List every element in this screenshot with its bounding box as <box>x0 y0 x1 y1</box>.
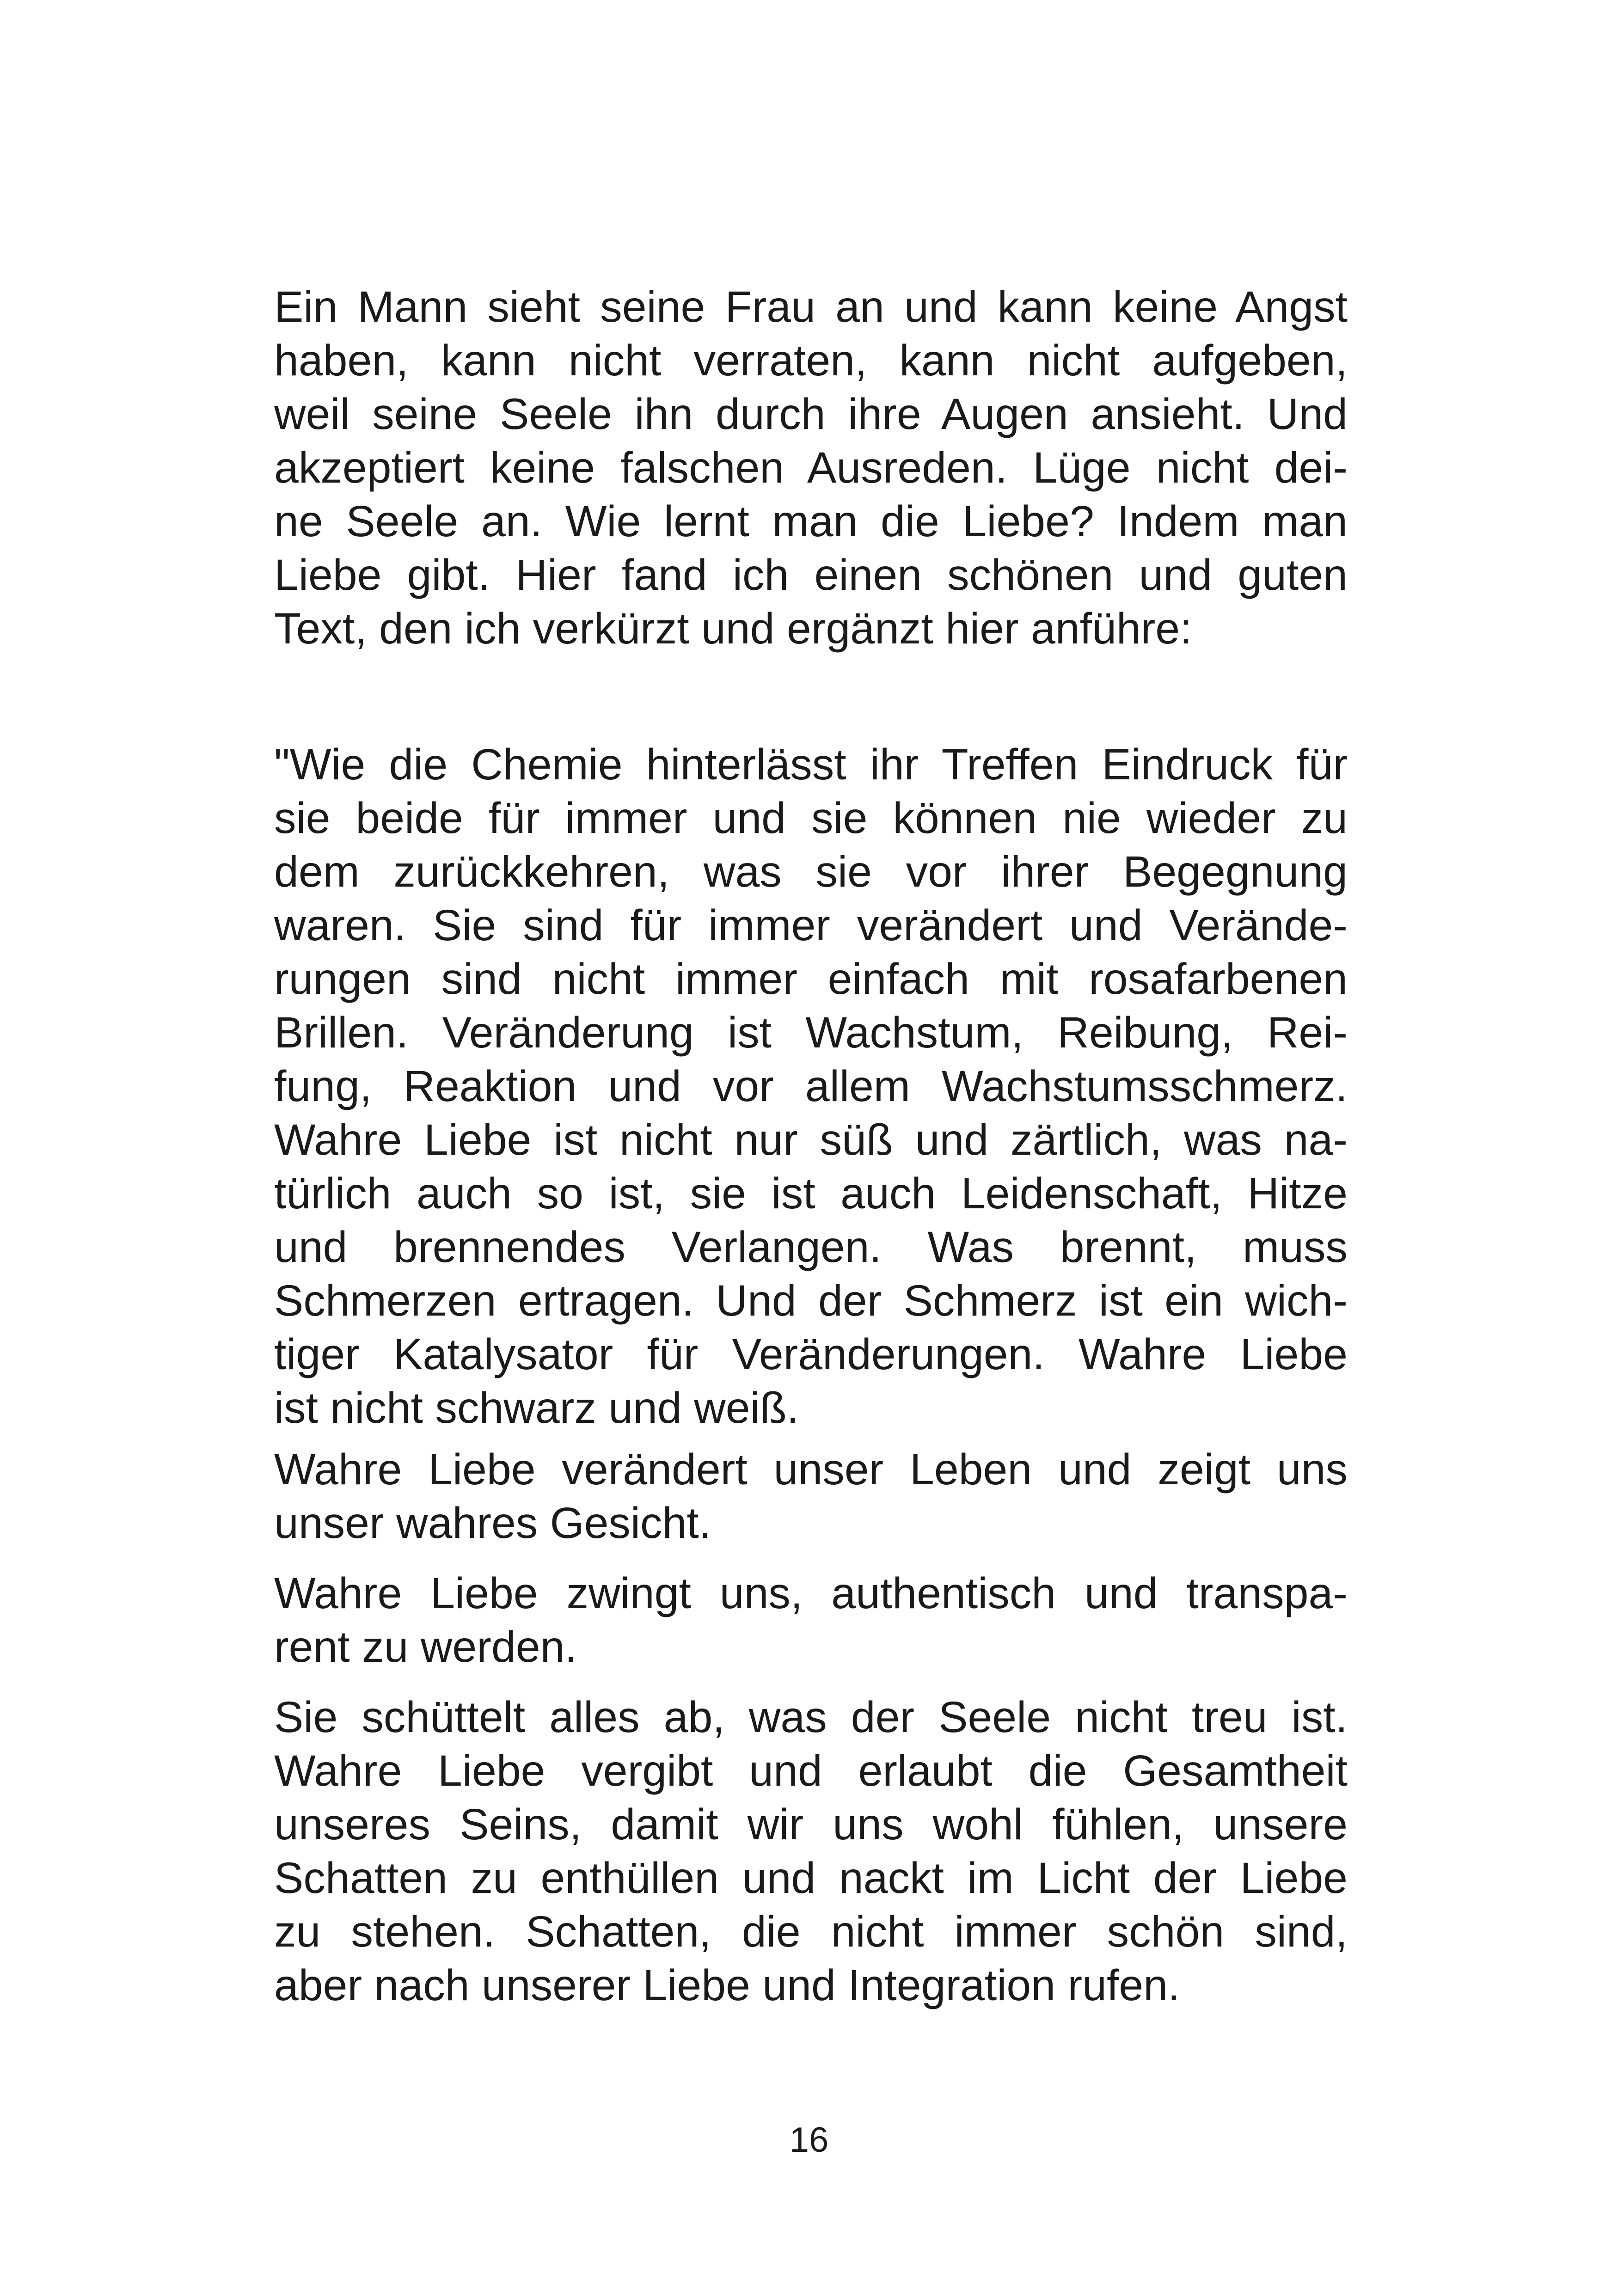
paragraph-2 <box>274 738 1348 1435</box>
text-line: unseres Seins, damit wir uns wohl fühlen, unsere <box>274 1800 1348 1849</box>
text-line: Schmerzen ertragen. Und der Schmerz ist ein wich- <box>274 1276 1348 1325</box>
text-line: ist nicht schwarz und weiß. <box>274 1384 799 1433</box>
text-line: Schatten zu enthüllen und nackt im Licht der Liebe <box>274 1854 1348 1903</box>
page-number: 16 <box>789 2120 829 2160</box>
text-line: türlich auch so ist, sie ist auch Leidenschaft, Hitze <box>274 1169 1348 1218</box>
text-line: Wahre Liebe verändert unser Leben und zeigt uns <box>274 1445 1348 1494</box>
text-line: waren. Sie sind für immer verändert und Verände- <box>274 901 1348 950</box>
paragraph-4 <box>274 1567 1348 1674</box>
text-line: Wahre Liebe ist nicht nur süß und zärtlich, was na- <box>274 1115 1348 1164</box>
text-line: Sie schüttelt alles ab, was der Seele nicht treu ist. <box>274 1693 1348 1742</box>
text-line: "Wie die Chemie hinterlässt ihr Treffen Eindruck für <box>274 740 1348 789</box>
text-line: aber nach unserer Liebe und Integration rufen. <box>274 1961 1180 2010</box>
text-line: tiger Katalysator für Veränderungen. Wahre Liebe <box>274 1330 1348 1379</box>
text-line: fung, Reaktion und vor allem Wachstumsschmerz. <box>274 1062 1348 1111</box>
paragraph-3 <box>274 1443 1348 1550</box>
text-line: dem zurückkehren, was sie vor ihrer Begegnung <box>274 847 1348 896</box>
text-line: unser wahres Gesicht. <box>274 1499 711 1548</box>
paragraph-1 <box>274 280 1348 655</box>
text-line: Ein Mann sieht seine Frau an und kann keine Angst <box>274 282 1348 331</box>
text-line: Brillen. Veränderung ist Wachstum, Reibung, Rei- <box>274 1008 1348 1057</box>
paragraph-5 <box>274 1690 1348 2012</box>
text-line: sie beide für immer und sie können nie wieder zu <box>274 794 1348 843</box>
text-line: Wahre Liebe vergibt und erlaubt die Gesamtheit <box>274 1746 1348 1795</box>
text-line: Liebe gibt. Hier fand ich einen schönen und guten <box>274 551 1348 600</box>
text-line: rungen sind nicht immer einfach mit rosafarbenen <box>274 955 1348 1004</box>
text-line: haben, kann nicht verraten, kann nicht aufgeben, <box>274 336 1348 385</box>
text-line: rent zu werden. <box>274 1623 577 1671</box>
text-line: zu stehen. Schatten, die nicht immer schön sind, <box>274 1907 1348 1956</box>
text-line: ne Seele an. Wie lernt man die Liebe? Indem man <box>274 497 1348 546</box>
text-line: weil seine Seele ihn durch ihre Augen ansieht. Und <box>274 390 1348 439</box>
text-line: Text, den ich verkürzt und ergänzt hier anführe: <box>274 604 1192 653</box>
text-line: und brennendes Verlangen. Was brennt, muss <box>274 1223 1348 1272</box>
text-line: Wahre Liebe zwingt uns, authentisch und transpa- <box>274 1569 1348 1618</box>
text-line: akzeptiert keine falschen Ausreden. Lüge nicht dei- <box>274 443 1348 492</box>
